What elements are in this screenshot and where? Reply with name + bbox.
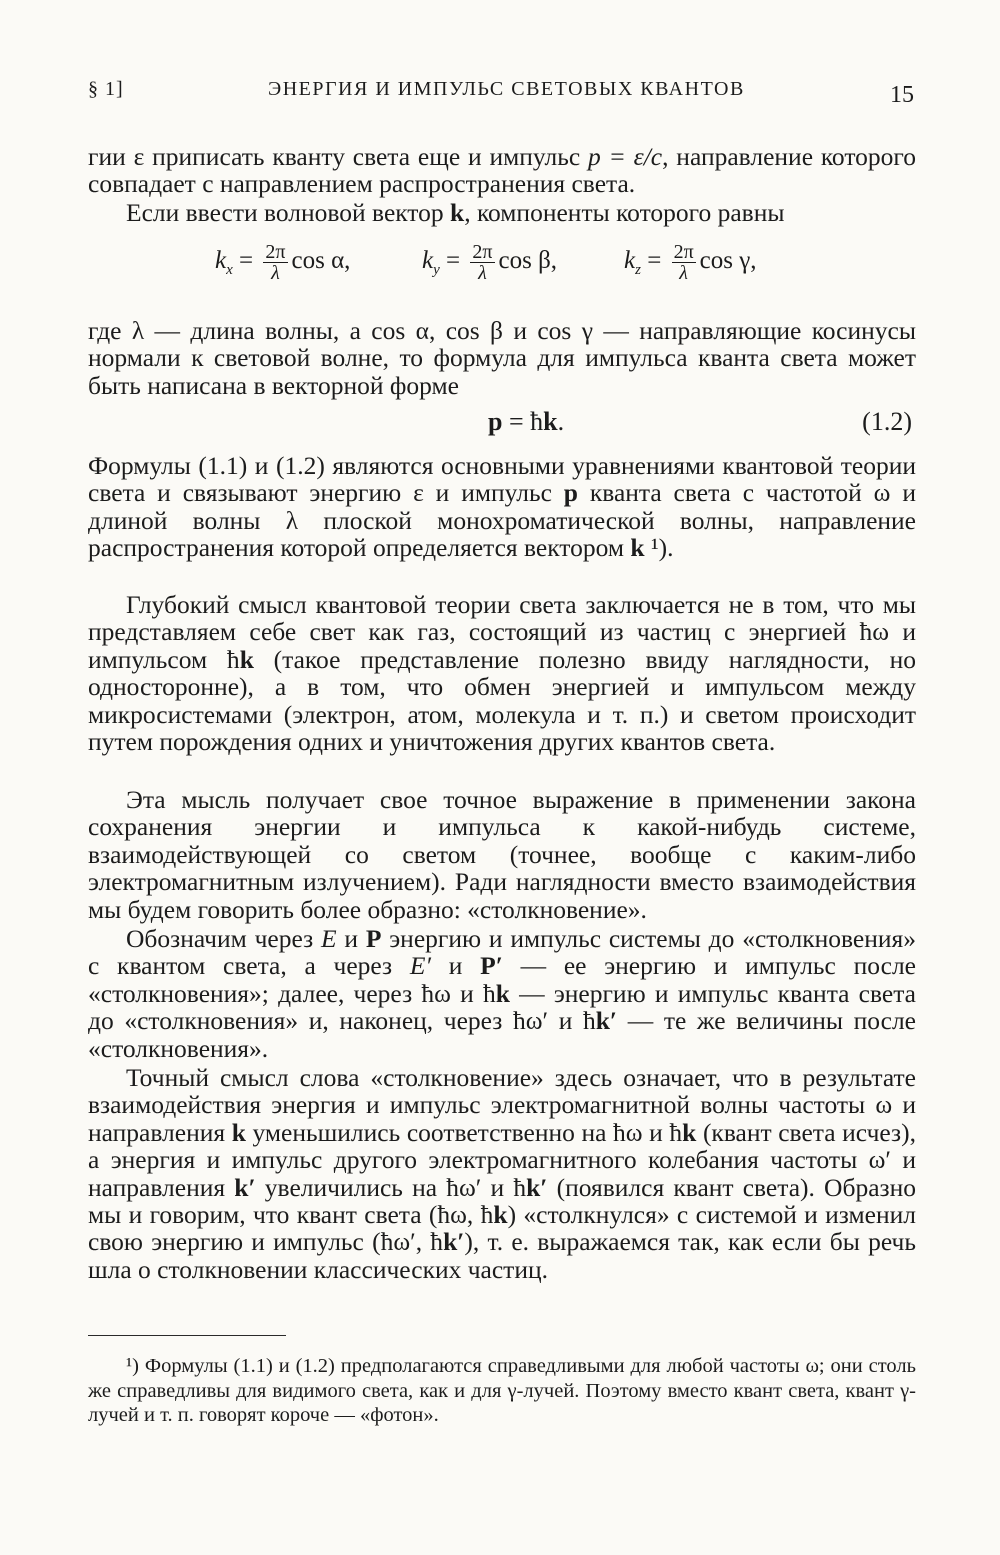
wave-vector-components-formula [200,238,800,298]
paragraph-8: Точный смысл слова «столкновение» здесь означает, что в результате взаимодействия энергия и импульс электромагнитной волны частоты ω и направления k уменьшились соответственно на ħω и ħk (квант света исчез), а энергия и импульс другого электромагнитного колебания частоты ω′ и направления k′ увеличились на ħω′ и ħk′ (появился квант света). Образно мы и говорим, что квант света (ħω, ħk) «столкнулся» с системой и изменил свою энергию и импульс (ħω′, ħk′), т. е. выражаемся так, как если бы речь шла о столкновении классических частиц. [88,1063,916,1284]
ky-formula: $k_y$ = $\frac{2\pi}{\lambda}$ cos β, [422,241,558,284]
page-number: 15 [890,82,914,108]
paragraph-4: Формулы (1.1) и (1.2) являются основными уравнениями квантовой теории света и связывают энергию ε и импульс p кванта света с частотой ω и длиной волны λ плоской монохроматической волны, направление распространения которой определяется вектором k ¹). [88,451,916,563]
paragraph-1: гии ε приписать кванту света еще и импульс p = ε/c, направление которого совпадает с направлением распространения света. [88,142,916,199]
paragraph-2: Если ввести волновой вектор k, компоненты которого равны [126,198,785,227]
fraction-2pi-lambda: $\frac{2\pi}{\lambda}$ [673,241,694,284]
footnote: ¹) Формулы (1.1) и (1.2) предполагаются справедливыми для любой частоты ω; они столь же справедливы для видимого света, как и для γ-лучей. Поэтому вместо квант света, квант γ-лучей и т. п. говорят короче — «фотон». [88,1355,916,1426]
paragraph-7: Обозначим через E и P энергию и импульс системы до «столкновения» с квантом света, а через E′ и P′ — ее энергию и импульс после «столкновения»; далее, через ħω и ħk — энергию и импульс кванта света до «столкновения» и, наконец, через ħω′ и ħk′ — те же величины после «столкновения». [88,924,916,1063]
fraction-2pi-lambda: $\frac{2\pi}{\lambda}$ [472,241,493,284]
running-header-title: ЭНЕРГИЯ И ИМПУЛЬС СВЕТОВЫХ КВАНТОВ [268,78,745,100]
paragraph-5: Глубокий смысл квантовой теории света заключается не в том, что мы представляем себе свет как газ, состоящий из частиц с энергией ħω и импульсом ħk (такое представление полезно ввиду наглядности, но односторонне), а в том, что обмен энергией и импульсом между микросистемами (электрон, атом, молекула и т. п.) и светом происходит путем порождения одних и уничтожения других квантов света. [88,590,916,757]
kx-formula: $k_x$ = $\frac{2\pi}{\lambda}$ cos α, [215,241,351,284]
paragraph-3: где λ — длина волны, а cos α, cos β и cos γ — направляющие косинусы нормали к световой волне, то формула для импульса кванта света может быть написана в векторной форме [88,316,916,400]
section-marker: § 1] [88,78,124,100]
fraction-2pi-lambda: $\frac{2\pi}{\lambda}$ [265,241,286,284]
footnote-separator [88,1335,286,1336]
equation-1-2 [88,407,916,439]
equation-body: p = ħk. [488,407,565,436]
equation-number: (1.2) [862,407,912,436]
paragraph-6: Эта мысль получает свое точное выражение в применении закона сохранения энергии и импульса к какой-нибудь системе, взаимодействующей со светом (точнее, вообще с каким-либо электромагнитным излучением). Ради наглядности вместо взаимодействия мы будем говорить более образно: «столкновение». [88,785,916,924]
kz-formula: $k_z$ = $\frac{2\pi}{\lambda}$ cos γ, [624,241,757,284]
